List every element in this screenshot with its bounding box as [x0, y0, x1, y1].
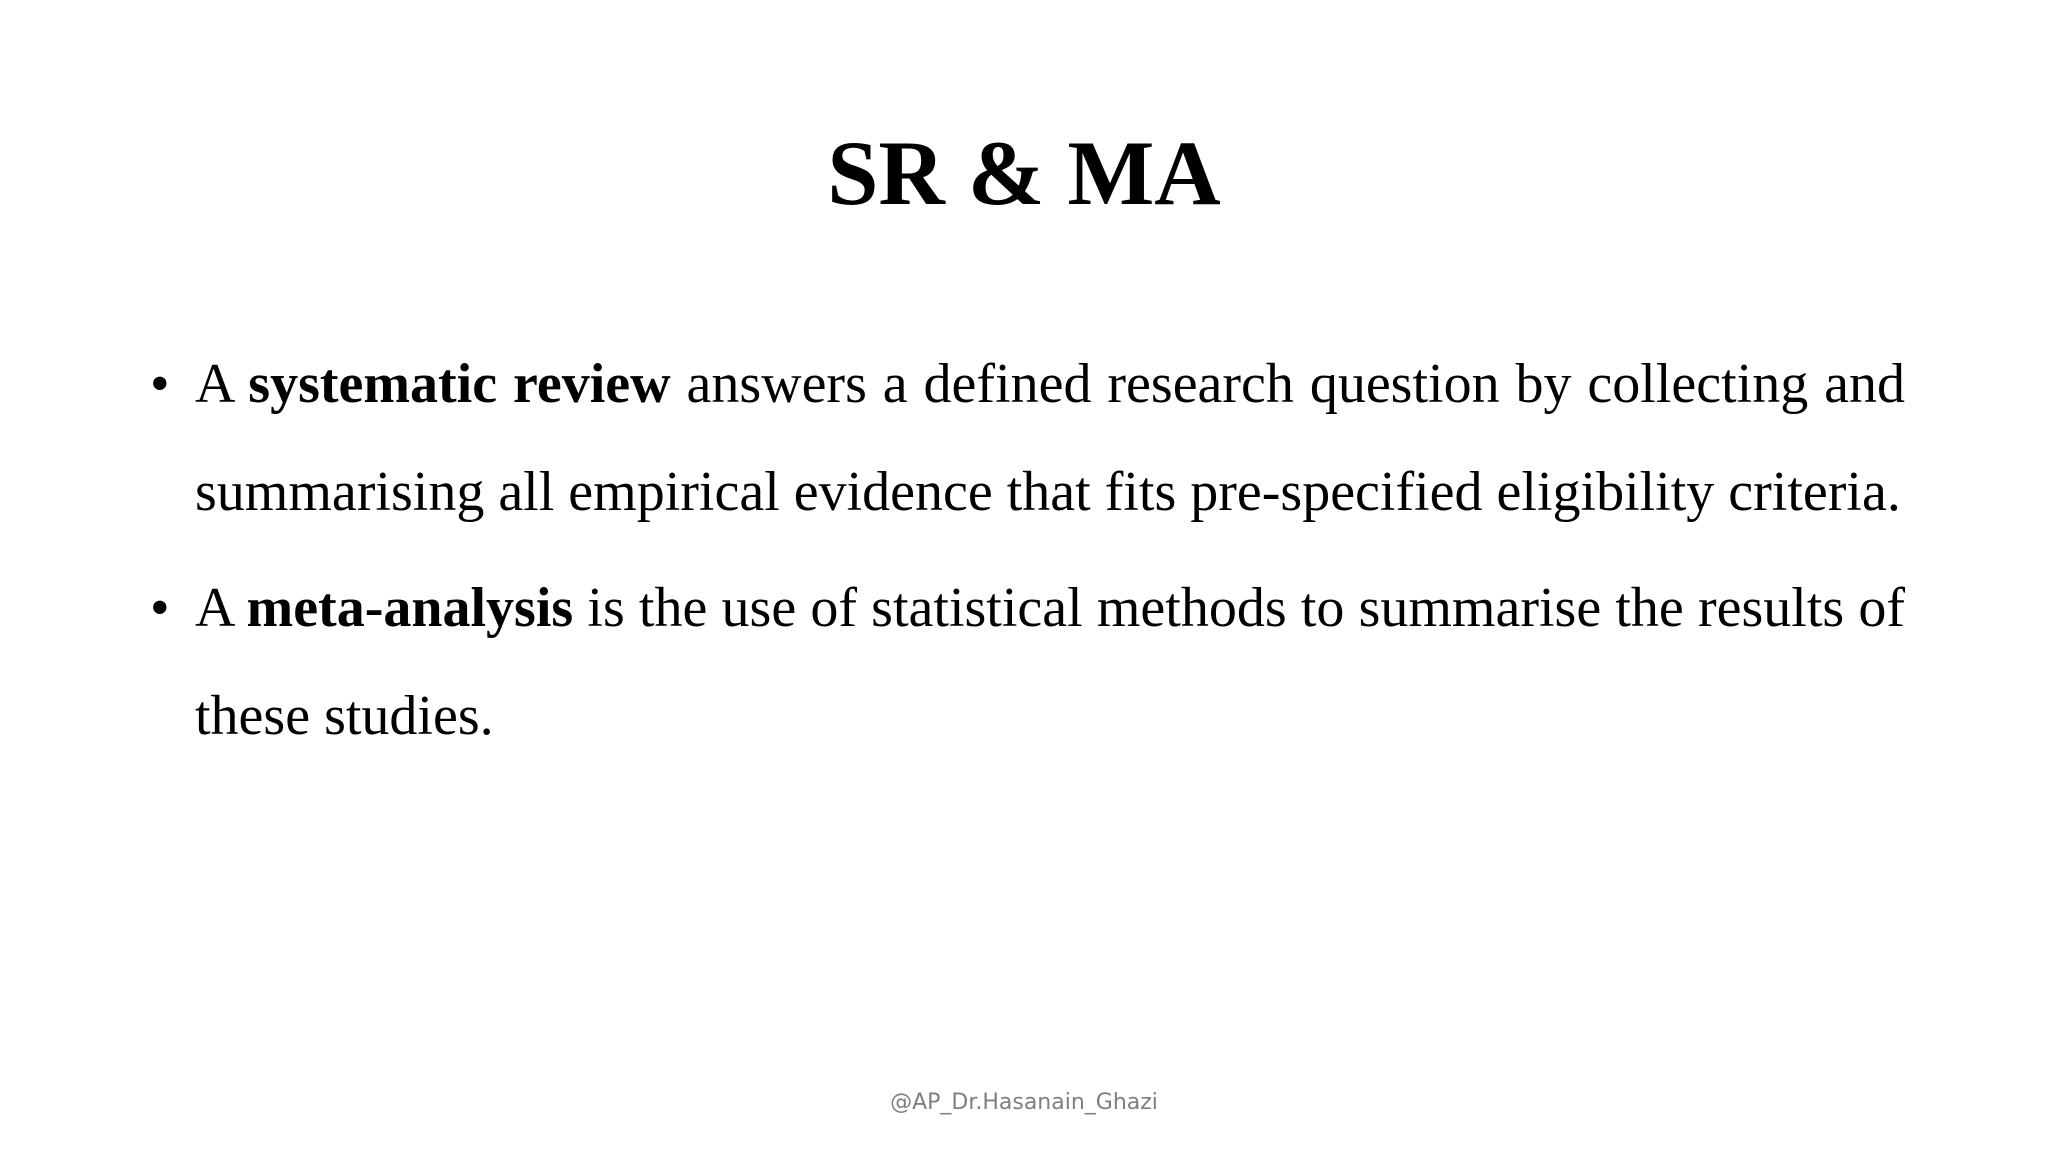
bullet-lead-text: A	[195, 577, 247, 639]
bullet-item-systematic-review	[150, 330, 1905, 546]
bullet-body-text: answers a defined research question by collecting and summarising all empirical evidence that fits pre-specified eligibility criteria.	[195, 353, 1906, 523]
footer-watermark: @AP_Dr.Hasanain_Ghazi	[890, 1090, 1158, 1115]
bullet-body-text: is the use of statistical methods to summarise the results of these studies.	[195, 577, 1906, 747]
bullet-term-bold: meta-analysis	[246, 577, 574, 639]
slide-title: SR & MA	[827, 122, 1221, 224]
bullet-lead-text: A	[195, 353, 249, 415]
bullet-term-bold: systematic review	[248, 353, 671, 415]
bullet-dot-icon: •	[150, 353, 170, 415]
bullet-list	[150, 330, 1905, 778]
bullet-item-meta-analysis	[150, 554, 1905, 770]
bullet-dot-icon: •	[150, 577, 170, 639]
